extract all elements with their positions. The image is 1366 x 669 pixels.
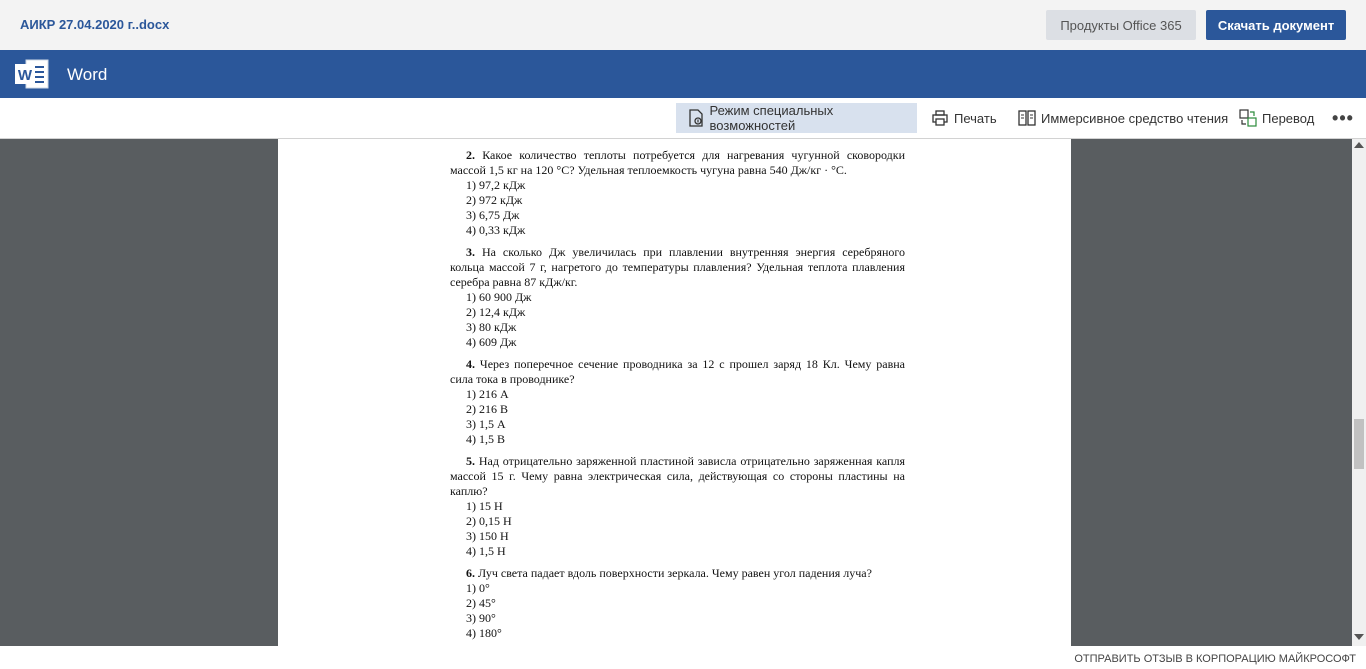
document-workspace	[0, 139, 1352, 646]
question-text	[450, 454, 905, 499]
send-feedback-link[interactable]: ОТПРАВИТЬ ОТЗЫВ В КОРПОРАЦИЮ МАЙКРОСОФТ	[1074, 653, 1356, 665]
book-reader-icon	[1017, 108, 1037, 128]
question-gap	[450, 559, 905, 566]
scroll-up-arrow-icon[interactable]	[1354, 142, 1364, 148]
answer-option: 2) 0,15 Н	[466, 514, 512, 528]
answer-option: 1) 216 А	[466, 387, 509, 401]
question-body: Над отрицательно заряженной пластиной зависла отрицательно заряженная капля массой 15 г. Чему равна электрическая сила, действующая со стороны пластины на каплю?	[450, 454, 905, 498]
word-logo-letter: W	[17, 67, 33, 84]
answer-option: 4) 1,5 В	[466, 432, 505, 446]
answer-option: 3) 90°	[466, 611, 496, 625]
question-number: 5.	[466, 454, 475, 468]
translate-icon	[1238, 108, 1258, 128]
answer-option: 2) 45°	[466, 596, 496, 610]
accessibility-mode-button[interactable]	[676, 103, 917, 133]
answer-option: 4) 609 Дж	[466, 335, 517, 349]
answer-option: 3) 6,75 Дж	[466, 208, 520, 222]
print-label: Печать	[954, 110, 997, 126]
app-name: Word	[67, 65, 108, 84]
question-number: 2.	[466, 148, 475, 162]
translate-button[interactable]	[1238, 103, 1314, 133]
answer-option: 3) 150 Н	[466, 529, 509, 543]
question-text	[450, 566, 905, 581]
question-gap	[450, 350, 905, 357]
answer-option: 2) 972 кДж	[466, 193, 523, 207]
top-bar	[0, 0, 1366, 50]
question-text	[450, 245, 905, 290]
answer-option: 3) 1,5 А	[466, 417, 506, 431]
question-text	[450, 357, 905, 387]
question-gap	[450, 238, 905, 245]
answer-option: 2) 216 В	[466, 402, 508, 416]
accessibility-mode-label: Режим специальных возможностей	[709, 103, 834, 133]
brand-bar	[0, 50, 1366, 98]
more-options-icon[interactable]: •••	[1332, 107, 1354, 128]
question-body: Какое количество теплоты потребуется для нагревания чугунной сковородки массой 1,5 кг на 120 °С? Удельная теплоемкость чугуна равна 540 Дж/кг · °С.	[450, 148, 905, 177]
word-logo-icon[interactable]	[14, 57, 50, 91]
answer-option: 1) 0°	[466, 581, 490, 595]
answer-option: 2) 12,4 кДж	[466, 305, 526, 319]
answer-option: 1) 60 900 Дж	[466, 290, 532, 304]
question-number: 4.	[466, 357, 475, 371]
question-body: Луч света падает вдоль поверхности зеркала. Чему равен угол падения луча?	[478, 566, 872, 580]
question-gap	[450, 447, 905, 454]
question-number: 6.	[466, 566, 475, 580]
scroll-down-arrow-icon[interactable]	[1354, 634, 1364, 640]
question-body: На сколько Дж увеличилась при плавлении внутренняя энергия серебряного кольца массой 7 г, нагретого до температуры плавления? Удельная теплота плавления серебра равна 87 кДж/кг.	[450, 245, 906, 289]
question-number: 3.	[466, 245, 475, 259]
accessibility-document-icon	[686, 108, 705, 128]
answer-option: 4) 0,33 кДж	[466, 223, 526, 237]
vertical-scrollbar[interactable]	[1352, 139, 1366, 646]
document-page	[278, 139, 1071, 646]
immersive-reader-button[interactable]	[1017, 103, 1228, 133]
answer-option: 4) 1,5 Н	[466, 544, 506, 558]
printer-icon	[930, 108, 950, 128]
scrollbar-thumb[interactable]	[1354, 419, 1364, 469]
document-title[interactable]: АИКР 27.04.2020 г..docx	[20, 17, 170, 32]
document-content	[450, 148, 905, 641]
ribbon-toolbar	[0, 98, 1366, 139]
office-products-button[interactable]: Продукты Office 365	[1046, 10, 1196, 40]
translate-label: Перевод	[1262, 110, 1315, 126]
answer-option: 1) 97,2 кДж	[466, 178, 526, 192]
footer-bar	[0, 646, 1366, 669]
print-button[interactable]	[930, 103, 997, 133]
question-text	[450, 148, 905, 178]
download-document-button[interactable]: Скачать документ	[1206, 10, 1346, 40]
immersive-reader-label: Иммерсивное средство чтения	[1041, 110, 1229, 126]
answer-option: 1) 15 Н	[466, 499, 503, 513]
answer-option: 3) 80 кДж	[466, 320, 517, 334]
question-body: Через поперечное сечение проводника за 12 с прошел заряд 18 Кл. Чему равна сила тока в проводнике?	[450, 357, 906, 386]
answer-option: 4) 180°	[466, 626, 502, 640]
